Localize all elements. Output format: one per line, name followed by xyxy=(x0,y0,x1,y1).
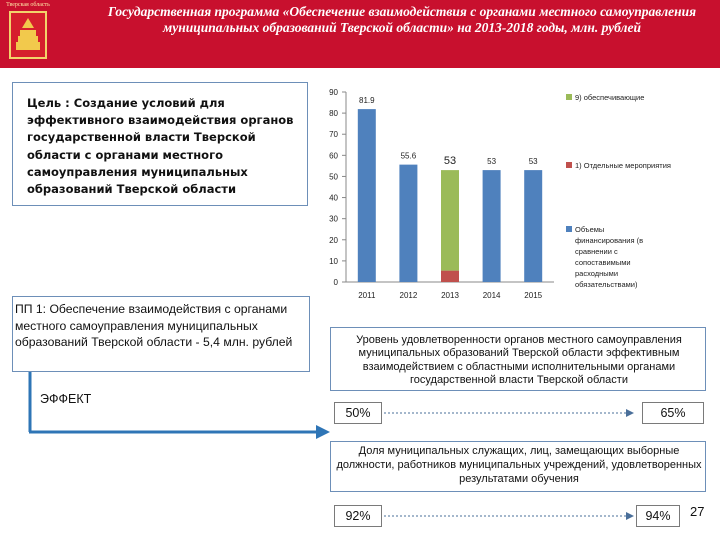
y-tick-label: 80 xyxy=(329,109,338,119)
indicator-2-text: Доля муниципальных служащих, лиц, замещающих выборные должности, работников муниципальных учреждений, удовлетворенных результатами обучения xyxy=(336,445,702,485)
region-label: Тверская область xyxy=(6,2,50,8)
goal-box xyxy=(12,82,308,206)
indicator-1-text: Уровень удовлетворенности органов местного самоуправления муниципальных образований Тверской области эффективным взаимодействием с областными исполнительными органами государственной власти Тверской области xyxy=(356,334,682,387)
data-label: 53 xyxy=(487,157,497,167)
x-tick-label: 2012 xyxy=(399,291,418,300)
y-tick-label: 0 xyxy=(333,278,338,287)
data-label: 81.9 xyxy=(359,96,375,106)
bar-2013-series-1 xyxy=(441,271,459,282)
indicator-2-to-value: 94% xyxy=(636,505,680,527)
x-tick-label: 2013 xyxy=(441,291,459,300)
legend-label: 9) обеспечивающие xyxy=(575,93,645,102)
indicator-2-from-value: 92% xyxy=(334,505,382,527)
x-tick-label: 2015 xyxy=(524,291,543,300)
data-label: 53 xyxy=(443,155,457,168)
y-tick-label: 40 xyxy=(329,193,338,203)
legend-label: Объемы финансирования (в сравнении с сопоставимыми расходными обязательствами) xyxy=(575,225,644,289)
legend-swatch xyxy=(566,162,572,168)
indicator-2-box xyxy=(330,441,706,492)
y-tick-label: 30 xyxy=(329,214,338,224)
indicator-1-box xyxy=(330,327,706,391)
effect-label: ЭФФЕКТ xyxy=(40,392,92,406)
x-tick-label: 2011 xyxy=(358,291,376,300)
page-number: 27 xyxy=(690,504,705,519)
header-banner xyxy=(0,0,720,68)
bar-2011-series-0 xyxy=(358,109,376,282)
legend-swatch xyxy=(566,226,572,232)
legend-swatch xyxy=(566,94,572,100)
bar-2014-series-0 xyxy=(483,170,501,282)
progress-arrowhead-2-icon xyxy=(626,512,634,520)
y-tick-label: 60 xyxy=(329,151,338,161)
bar-2013-series-2 xyxy=(441,170,459,270)
goal-text: Цель : Создание условий для эффективного взаимодействия органов государственной власти Тверской области с органами местного самоуправления муниципальных образований Тверской области xyxy=(27,96,294,197)
y-tick-label: 70 xyxy=(329,130,338,140)
x-tick-label: 2014 xyxy=(482,291,501,300)
indicator-1-from-value: 50% xyxy=(334,402,382,424)
y-tick-label: 90 xyxy=(329,88,338,97)
data-label: 53 xyxy=(528,157,538,167)
y-tick-label: 20 xyxy=(329,235,338,245)
progress-arrowhead-1-icon xyxy=(626,409,634,417)
subprogram-text: ПП 1: Обеспечение взаимодействия с органами местного самоуправления муниципальных образований Тверской области - 5,4 млн. рублей xyxy=(15,302,293,350)
funding-chart xyxy=(318,80,718,310)
bar-2012-series-0 xyxy=(399,165,417,282)
legend-label: 1) Отдельные мероприятия xyxy=(575,161,671,170)
connector-arrowhead-icon xyxy=(316,425,330,439)
data-label: 55.6 xyxy=(400,151,417,161)
y-tick-label: 50 xyxy=(329,172,338,182)
page-title: Государственная программа «Обеспечение взаимодействия с органами местного самоуправления муниципальных образований Тверской области» на 2013-2018 годы, млн. рублей xyxy=(107,4,697,35)
bar-2015-series-0 xyxy=(524,170,542,282)
y-tick-label: 10 xyxy=(329,256,338,266)
indicator-1-to-value: 65% xyxy=(642,402,704,424)
subprogram-box xyxy=(12,296,310,372)
coat-of-arms-icon xyxy=(4,2,52,64)
